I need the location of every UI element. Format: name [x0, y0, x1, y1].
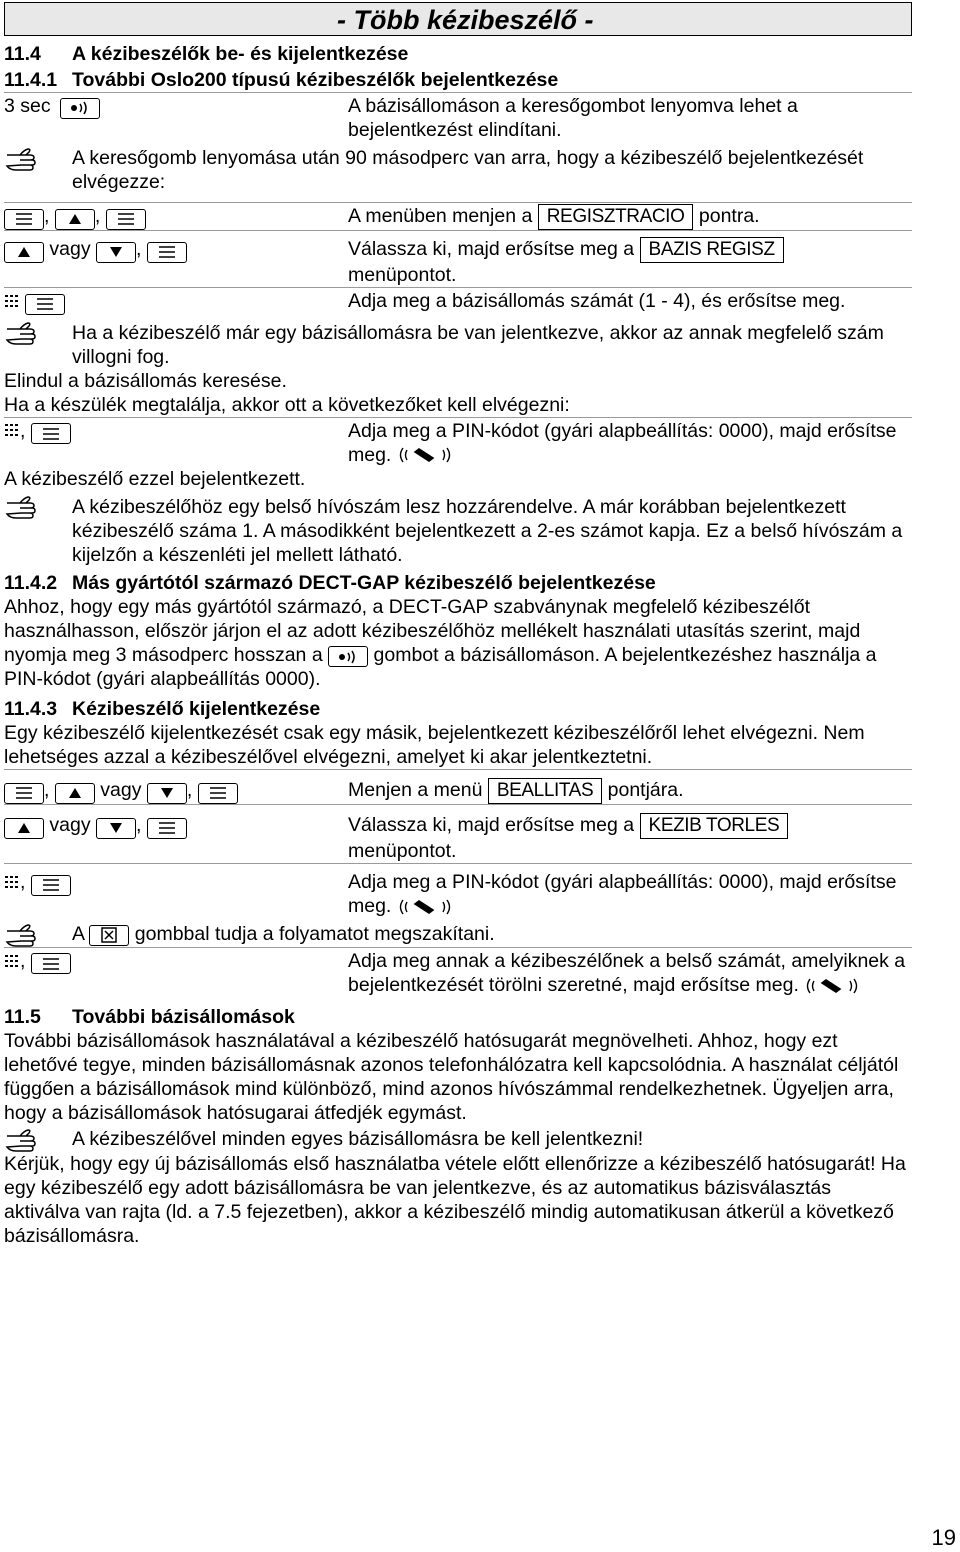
confirm-tone-icon: [397, 895, 453, 917]
menu-key-icon: [4, 783, 44, 804]
pointing-hand-icon: [4, 1127, 72, 1152]
section-11-4-2-heading: 11.4.2 Más gyártótól származó DECT-GAP kézibeszélő bejelentkezése: [4, 571, 656, 594]
cancel-key-icon: [89, 925, 129, 946]
menu-key-icon: [198, 783, 238, 804]
keypad-icon: [4, 871, 20, 893]
down-arrow-key-icon: [147, 783, 187, 804]
header-bar: [4, 2, 912, 36]
note-2: Ha a kézibeszélő már egy bázisállomásra be van jelentkezve, akkor az annak megfelelő szám villogni fog.: [4, 321, 912, 369]
section-11-5-heading: 11.5 További bázisállomások: [4, 1005, 295, 1028]
paragraph: A kézibeszélő ezzel bejelentkezett.: [4, 467, 306, 490]
paragraph: Ha a készülék megtalálja, akkor ott a következőket kell elvégezni:: [4, 393, 570, 416]
up-arrow-key-icon: [55, 209, 95, 230]
menu-key-icon: [31, 953, 71, 974]
confirm-tone-icon: [397, 444, 453, 466]
menu-key-icon: [25, 294, 65, 315]
down-arrow-key-icon: [96, 242, 136, 263]
display-menu-item: BEALLITAS: [488, 778, 602, 804]
step-row-settings-menu: , vagy , Menjen a menü BEALLITAS pontjára.: [4, 769, 912, 804]
note-3: A kézibeszélőhöz egy belső hívószám lesz hozzárendelve. A már korábban bejelentkezett kézibeszélő száma 1. A másodikként bejelentkezett a 2-es számot kapja. Ez a belső hívószám a kijelzőn a készenléti jel mellett látható.: [4, 495, 912, 567]
down-arrow-key-icon: [96, 818, 136, 839]
pointing-hand-icon: [4, 321, 72, 369]
pointing-hand-icon: [4, 922, 72, 947]
menu-key-icon: [147, 242, 187, 263]
note-4: A gombbal tudja a folyamatot megszakítani.: [4, 922, 912, 947]
note-1: [4, 146, 912, 194]
paging-key-icon: [328, 646, 368, 667]
keypad-icon: [4, 950, 20, 972]
menu-key-icon: [147, 818, 187, 839]
display-menu-item: REGISZTRACIO: [538, 204, 694, 230]
pointing-hand-icon: [4, 146, 72, 194]
pointing-hand-icon: [4, 495, 72, 567]
display-menu-item: KEZIB TORLES: [640, 813, 789, 839]
menu-key-icon: [31, 875, 71, 896]
page-number: 19: [931, 1525, 956, 1550]
step-row-select-base: vagy , Válassza ki, majd erősítse meg a BAZIS REGISZ menüpontot.: [4, 230, 912, 287]
up-arrow-key-icon: [55, 783, 95, 804]
note-text: A keresőgomb lenyomása után 90 másodperc van arra, hogy a kézibeszélő bejelentkezését elvégezze:: [72, 147, 864, 193]
menu-key-icon: [4, 209, 44, 230]
display-menu-item: BAZIS REGISZ: [640, 237, 784, 263]
paragraph: Kérjük, hogy egy új bázisállomás első használatba vétele előtt ellenőrizze a kézibeszélő hatósugarát! Ha egy kézibeszélő egy adott bázisállomásra be van jelentkezve, és az automatikus bázisválasztás aktiválva van rajta (ld. a 7.5 fejezetben), akkor a kézibeszélő mindig automatikusan átkerül a következő bázisállomásra.: [4, 1152, 906, 1247]
document-page: [4, 2, 912, 1248]
menu-key-icon: [31, 423, 71, 444]
paragraph: Ahhoz, hogy egy más gyártótól származó, a DECT-GAP szabványnak megfelelő kézibeszélőt használhasson, először járjon el az adott kézibeszélőhöz mellékelt használati utasítás szerint, majd nyomja meg 3 másodperc hosszan a gombot a bázisállomáson. A bejelentkezéshez használja a PIN-kódot (gyári alapbeállítás 0000).: [4, 595, 877, 690]
paragraph: Egy kézibeszélő kijelentkezését csak egy másik, bejelentkezett kézibeszélőről lehet elvégezni. Nem lehetséges azzal a kézibeszélővel elvégezni, amelyet ki akar jelentkeztetni.: [4, 722, 865, 768]
step-row-base-number: Adja meg a bázisállomás számát (1 - 4), és erősítse meg.: [4, 287, 912, 315]
paragraph: További bázisállomások használatával a kézibeszélő hatósugarát megnövelheti. Ahhoz, hogy ezt lehetővé tegye, minden bázisállomásnak azonos telefonhálózatra kell kapcsolódnia. A használat céljától függően a bázisállomások mind különböző, mind azonos hívószámmal rendelkezhetnek. Ügyeljen arra, hogy a bázisállomások hatósugarai átfedjék egymást.: [4, 1029, 899, 1124]
keypad-icon: [4, 290, 20, 312]
section-11-4-3-heading: 11.4.3 Kézibeszélő kijelentkezése: [4, 698, 321, 720]
section-11-4-heading: 11.4 A kézibeszélők be- és kijelentkezése: [4, 43, 409, 65]
step-row-paging: [4, 92, 912, 142]
step-text: A bázisállomáson a keresőgombot lenyomva lehet a bejelentkezést elindítani.: [348, 95, 798, 141]
step-row-pin-2: , Adja meg a PIN-kódot (gyári alapbeállítás: 0000), majd erősítse meg.: [4, 863, 912, 918]
up-arrow-key-icon: [4, 242, 44, 263]
paragraph: Elindul a bázisállomás keresése.: [4, 369, 287, 392]
up-arrow-key-icon: [4, 818, 44, 839]
paging-key-icon: [60, 98, 100, 119]
step-row-internal-number: , Adja meg annak a kézibeszélőnek a belső számát, amelyiknek a bejelentkezését törölni szeretné, majd erősítse meg.: [4, 947, 912, 997]
confirm-tone-icon: [804, 974, 860, 996]
header-title: - Több kézibeszélő -: [337, 5, 594, 35]
keypad-icon: [4, 420, 20, 442]
step-row-handset-delete: vagy , Válassza ki, majd erősítse meg a KEZIB TORLES menüpontot.: [4, 804, 912, 863]
menu-key-icon: [106, 209, 146, 230]
note-5: A kézibeszélővel minden egyes bázisállomásra be kell jelentkezni!: [4, 1127, 912, 1152]
step-row-pin: , Adja meg a PIN-kódot (gyári alapbeállítás: 0000), majd erősítse meg.: [4, 417, 912, 467]
step-row-registration-menu: , , A menüben menjen a REGISZTRACIO pontra.: [4, 202, 912, 230]
duration-label: 3 sec: [4, 95, 51, 117]
section-11-4-1-heading: 11.4.1 További Oslo200 típusú kézibeszélők bejelentkezése: [4, 69, 559, 91]
